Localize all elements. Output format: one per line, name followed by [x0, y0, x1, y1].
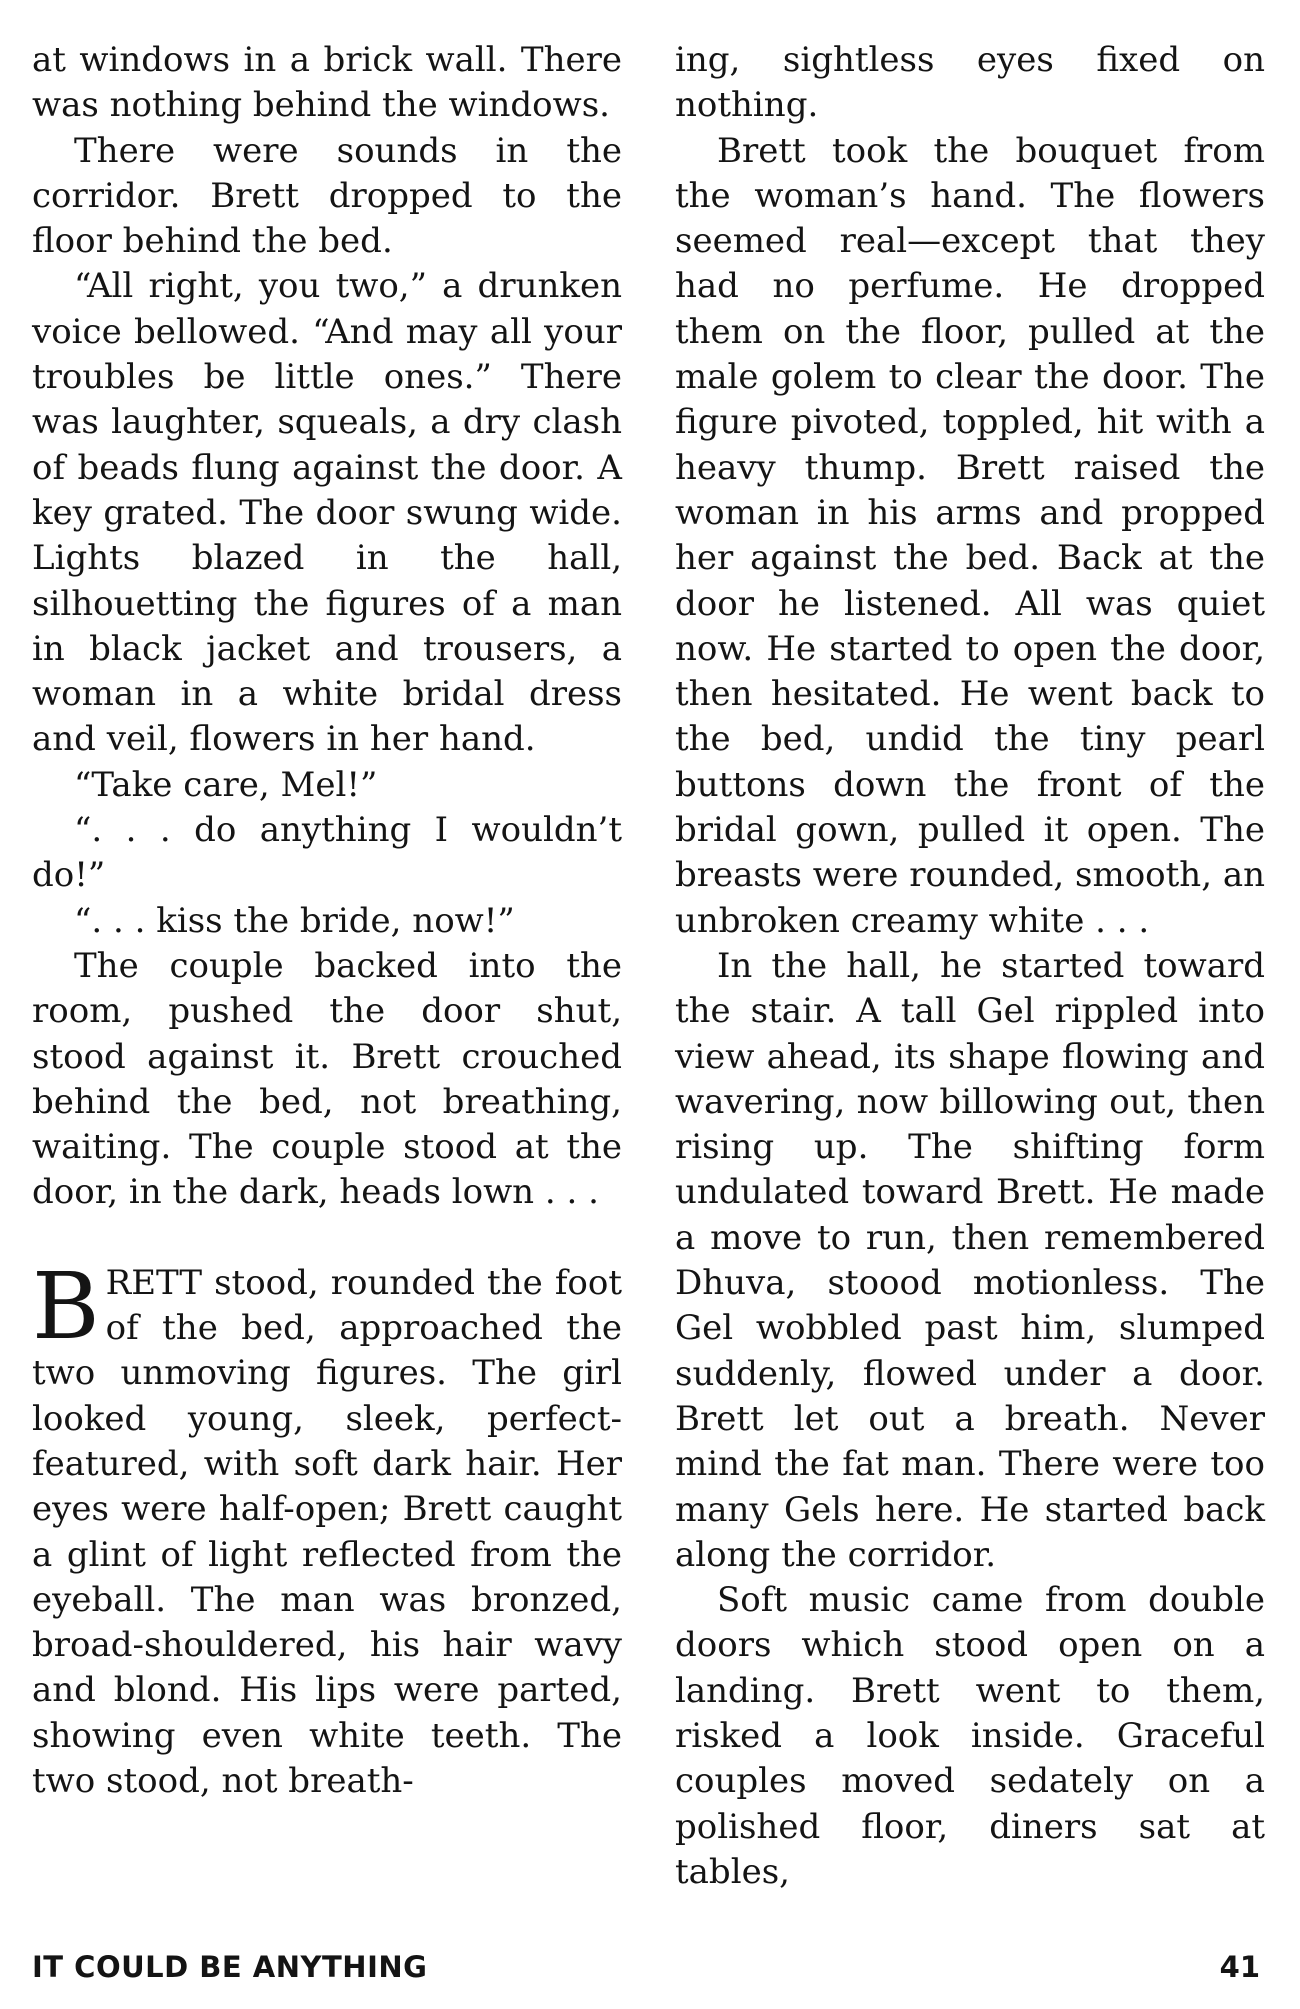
paragraph: “All right, you two,” a drunken voice bellowed. “And may all your troubles be little ones.” There was laughter, squeals, a dry clash of beads flung against the door. A key grated. The door swung wide. Lights blazed in the hall, silhouetting the figures of a man in black jacket and trousers, a woman in a white bridal dress and veil, flowers in her hand. [32, 266, 622, 760]
running-title: IT COULD BE ANYTHING [32, 1950, 428, 1984]
section-opening-paragraph [32, 1252, 622, 1805]
right-column [675, 38, 1265, 1895]
paragraph-text: stood, rounded the foot of the bed, approached the two unmoving figures. The girl looked young, sleek, perfect-featured, with soft dark hair. Her eyes were half-open; Brett caught a glint of light reflected from the eyeball. The man was bronzed, broad-shouldered, his hair wavy and blond. His lips were parted, showing even white teeth. The two stood, not breath- [32, 1262, 622, 1801]
dialogue-line: “. . . kiss the bride, now!” [74, 900, 515, 941]
dialogue-line: “Take care, Mel!” [74, 764, 378, 805]
left-column [32, 38, 622, 1804]
paragraph: In the hall, he started toward the stair. A tall Gel rippled into view ahead, its shape flowing and wavering, now billowing out, then rising up. The shifting form undulated toward Brett. He made a move to run, then remembered Dhuva, stoood motionless. The Gel wobbled past him, slumped suddenly, flowed under a door. Brett let out a breath. Never mind the fat man. There were too many Gels here. He started back along the corridor. [675, 945, 1265, 1575]
paragraph: Brett took the bouquet from the woman’s hand. The flowers seemed real—except that they had no perfume. He dropped them on the floor, pulled at the male golem to clear the door. The figure pivoted, toppled, hit with a heavy thump. Brett raised the woman in his arms and propped her against the bed. Back at the door he listened. All was quiet now. He started to open the door, then hesitated. He went back to the bed, undid the tiny pearl buttons down the front of the bridal gown, pulled it open. The breasts were rounded, smooth, an unbroken creamy white . . . [675, 130, 1265, 941]
small-caps-lead: RETT [105, 1262, 203, 1303]
paragraph: at windows in a brick wall. There was nothing behind the windows. [32, 40, 622, 126]
dialogue-line: “. . . do anything I wouldn’t do!” [32, 810, 622, 896]
paragraph: Soft music came from double doors which stood open on a landing. Brett went to them, risked a look inside. Graceful couples moved sedately on a polished floor, diners sat at tables, [675, 1580, 1265, 1892]
paragraph: The couple backed into the room, pushed the door shut, stood against it. Brett crouched behind the bed, not breathing, waiting. The couple stood at the door, in the dark, heads lown . . . [32, 945, 622, 1213]
paragraph: ing, sightless eyes fixed on nothing. [675, 40, 1265, 126]
page-number: 41 [1219, 1950, 1260, 1984]
page-footer [32, 1950, 1260, 1990]
paragraph: There were sounds in the corridor. Brett dropped to the floor behind the bed. [32, 130, 622, 262]
drop-cap: B [32, 1252, 100, 1360]
